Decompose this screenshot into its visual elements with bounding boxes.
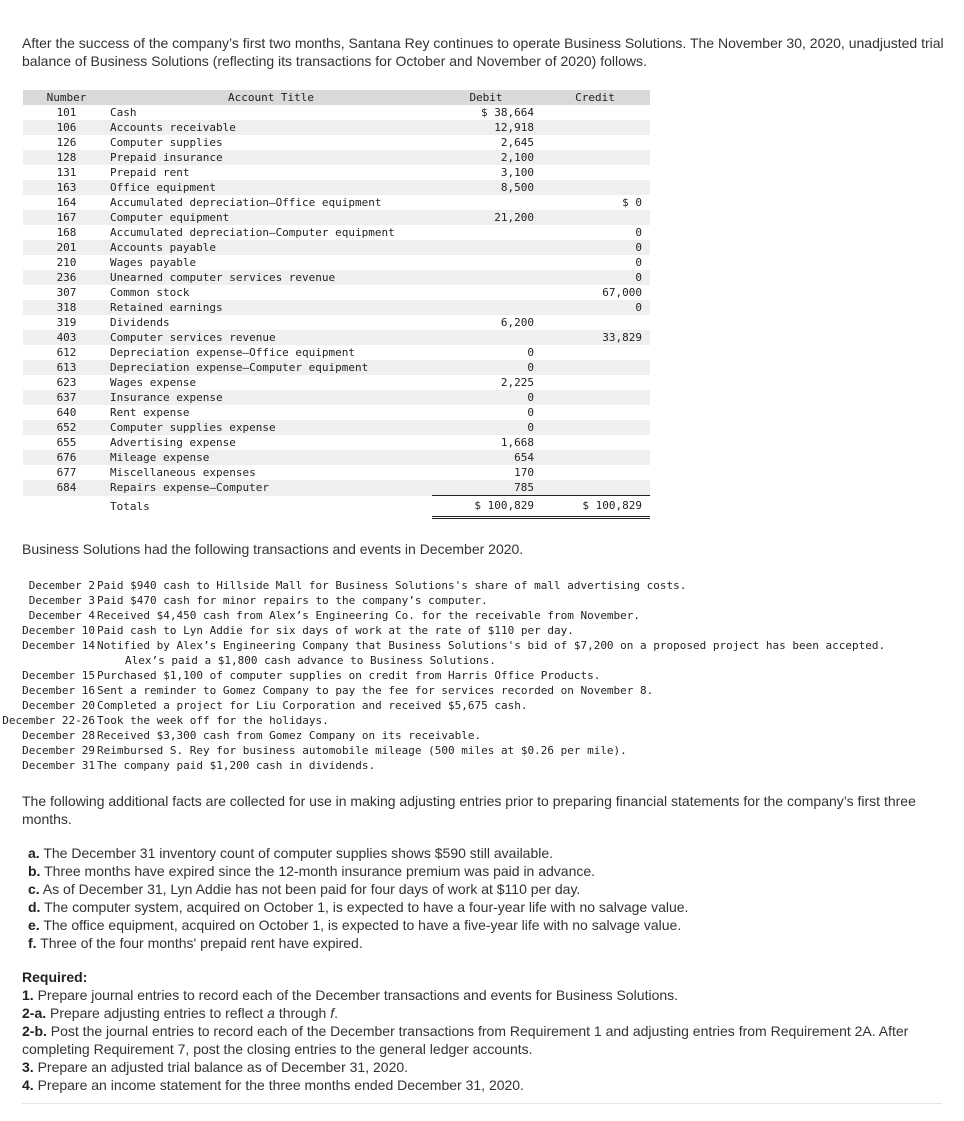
debit-value: 21,200 bbox=[432, 210, 540, 225]
intro-paragraph: After the success of the company’s first two months, Santana Rey continues to operate Business Solutions. The November 30, 2020, unadjusted trial balance of Business Solutions (reflecting its transactions for October and November of 2020) follows. bbox=[22, 35, 944, 69]
credit-value bbox=[540, 360, 650, 375]
transaction-text: Completed a project for Liu Corporation and received $5,675 cash. bbox=[97, 699, 528, 712]
transaction-date: December 29 bbox=[22, 744, 95, 757]
account-title: Accounts payable bbox=[110, 240, 432, 255]
account-title: Computer supplies bbox=[110, 135, 432, 150]
debit-value: 170 bbox=[432, 465, 540, 480]
table-row bbox=[23, 435, 650, 450]
transaction-date: December 2 bbox=[28, 579, 95, 592]
table-row bbox=[23, 225, 650, 240]
transaction-item bbox=[0, 668, 964, 683]
required-text: Prepare an income statement for the three months ended December 31, 2020. bbox=[33, 1077, 524, 1093]
fact-text: The computer system, acquired on October 1, is expected to have a four-year life with no salvage value. bbox=[40, 899, 689, 915]
transaction-item bbox=[0, 743, 964, 758]
credit-value: 33,829 bbox=[540, 330, 650, 345]
transaction-text: The company paid $1,200 cash in dividends. bbox=[97, 759, 376, 772]
account-number: 167 bbox=[23, 210, 110, 225]
account-number: 201 bbox=[23, 240, 110, 255]
transaction-date: December 20 bbox=[22, 699, 95, 712]
account-number: 106 bbox=[23, 120, 110, 135]
transaction-continuation bbox=[0, 653, 964, 668]
table-row bbox=[23, 195, 650, 210]
account-number: 210 bbox=[23, 255, 110, 270]
transaction-item bbox=[0, 683, 964, 698]
debit-value bbox=[432, 270, 540, 285]
transaction-text: Received $3,300 cash from Gomez Company on its receivable. bbox=[97, 729, 482, 742]
account-title: Wages expense bbox=[110, 375, 432, 390]
debit-value: 0 bbox=[432, 420, 540, 435]
debit-value bbox=[432, 285, 540, 300]
header-debit: Debit bbox=[432, 90, 540, 105]
table-row bbox=[23, 180, 650, 195]
account-title: Common stock bbox=[110, 285, 432, 300]
facts-intro: The following additional facts are collected for use in making adjusting entries prior to preparing financial statements for the company’s first three months. bbox=[22, 793, 916, 827]
credit-value: 0 bbox=[540, 255, 650, 270]
fact-item bbox=[28, 898, 688, 916]
debit-value: 785 bbox=[432, 480, 540, 496]
account-number: 652 bbox=[23, 420, 110, 435]
transaction-text: Purchased $1,100 of computer supplies on credit from Harris Office Products. bbox=[97, 669, 601, 682]
account-title: Computer supplies expense bbox=[110, 420, 432, 435]
fact-item bbox=[28, 934, 688, 952]
account-number: 307 bbox=[23, 285, 110, 300]
account-number: 168 bbox=[23, 225, 110, 240]
table-row bbox=[23, 420, 650, 435]
header-number: Number bbox=[23, 90, 110, 105]
credit-value bbox=[540, 135, 650, 150]
transaction-item bbox=[0, 698, 964, 713]
transaction-date: December 4 bbox=[28, 609, 95, 622]
debit-value: 6,200 bbox=[432, 315, 540, 330]
fact-letter: a. bbox=[28, 845, 40, 861]
required-text: Prepare adjusting entries to reflect bbox=[46, 1005, 268, 1021]
divider bbox=[22, 1103, 942, 1104]
account-title: Dividends bbox=[110, 315, 432, 330]
debit-value: 2,645 bbox=[432, 135, 540, 150]
account-title: Office equipment bbox=[110, 180, 432, 195]
debit-value: 8,500 bbox=[432, 180, 540, 195]
transactions-heading: Business Solutions had the following transactions and events in December 2020. bbox=[22, 541, 524, 557]
table-row bbox=[23, 210, 650, 225]
transaction-date: December 15 bbox=[22, 669, 95, 682]
account-title: Accounts receivable bbox=[110, 120, 432, 135]
transaction-text: Notified by Alex’s Engineering Company that Business Solutions's bid of $7,200 on a proposed project has been accepted. bbox=[97, 639, 886, 652]
debit-value: 2,225 bbox=[432, 375, 540, 390]
table-row bbox=[23, 345, 650, 360]
credit-value bbox=[540, 315, 650, 330]
transaction-item bbox=[0, 608, 964, 623]
transaction-text: Paid cash to Lyn Addie for six days of work at the rate of $110 per day. bbox=[97, 624, 574, 637]
fact-letter: e. bbox=[28, 917, 40, 933]
account-number: 126 bbox=[23, 135, 110, 150]
fact-item bbox=[28, 916, 688, 934]
required-label: 4. bbox=[22, 1077, 34, 1093]
credit-value bbox=[540, 345, 650, 360]
account-title: Retained earnings bbox=[110, 300, 432, 315]
credit-value bbox=[540, 165, 650, 180]
transaction-text: Paid $470 cash for minor repairs to the company’s computer. bbox=[97, 594, 488, 607]
account-number: 163 bbox=[23, 180, 110, 195]
credit-value bbox=[540, 465, 650, 480]
account-number: 637 bbox=[23, 390, 110, 405]
account-title: Unearned computer services revenue bbox=[110, 270, 432, 285]
header-account-title: Account Title bbox=[110, 90, 432, 105]
fact-letter: b. bbox=[28, 863, 41, 879]
credit-value bbox=[540, 420, 650, 435]
fact-text: The December 31 inventory count of computer supplies shows $590 still available. bbox=[39, 845, 554, 861]
fact-letter: d. bbox=[28, 899, 41, 915]
account-title: Computer services revenue bbox=[110, 330, 432, 345]
table-row bbox=[23, 465, 650, 480]
account-number: 612 bbox=[23, 345, 110, 360]
credit-value bbox=[540, 180, 650, 195]
credit-value bbox=[540, 150, 650, 165]
transaction-item bbox=[0, 638, 964, 653]
credit-value: 0 bbox=[540, 225, 650, 240]
credit-value bbox=[540, 120, 650, 135]
account-title: Mileage expense bbox=[110, 450, 432, 465]
credit-value bbox=[540, 390, 650, 405]
account-number: 677 bbox=[23, 465, 110, 480]
transaction-item bbox=[0, 758, 964, 773]
required-label: 2-a. bbox=[22, 1005, 47, 1021]
fact-item bbox=[28, 862, 688, 880]
required-italic: f bbox=[330, 1005, 335, 1021]
table-row bbox=[23, 105, 650, 120]
credit-value: 0 bbox=[540, 270, 650, 285]
transactions-list bbox=[0, 578, 964, 773]
credit-value: 0 bbox=[540, 240, 650, 255]
table-row bbox=[23, 390, 650, 405]
table-row bbox=[23, 255, 650, 270]
table-row bbox=[23, 270, 650, 285]
required-text-mid: through bbox=[274, 1005, 331, 1021]
transaction-text: Paid $940 cash to Hillside Mall for Business Solutions's share of mall advertising costs. bbox=[97, 579, 687, 592]
required-text: Prepare journal entries to record each of the December transactions and events for Business Solutions. bbox=[33, 987, 679, 1003]
debit-value bbox=[432, 255, 540, 270]
total-credit: $ 100,829 bbox=[540, 496, 650, 518]
fact-letter: f. bbox=[28, 935, 37, 951]
account-number: 128 bbox=[23, 150, 110, 165]
totals-label: Totals bbox=[110, 496, 432, 518]
table-row bbox=[23, 375, 650, 390]
credit-value bbox=[540, 435, 650, 450]
account-title: Insurance expense bbox=[110, 390, 432, 405]
account-title: Repairs expense—Computer bbox=[110, 480, 432, 496]
transaction-item bbox=[0, 623, 964, 638]
account-number: 131 bbox=[23, 165, 110, 180]
credit-value bbox=[540, 105, 650, 120]
credit-value bbox=[540, 375, 650, 390]
required-item bbox=[22, 1022, 957, 1058]
fact-item bbox=[28, 880, 688, 898]
transaction-date: December 31 bbox=[22, 759, 95, 772]
credit-value: 0 bbox=[540, 300, 650, 315]
transaction-date: December 10 bbox=[22, 624, 95, 637]
table-row bbox=[23, 315, 650, 330]
required-label: 2-b. bbox=[22, 1023, 47, 1039]
table-row bbox=[23, 300, 650, 315]
table-row bbox=[23, 450, 650, 465]
credit-value bbox=[540, 210, 650, 225]
credit-value bbox=[540, 480, 650, 496]
totals-row bbox=[23, 496, 650, 518]
required-italic: a bbox=[267, 1005, 275, 1021]
fact-text: As of December 31, Lyn Addie has not been paid for four days of work at $110 per day. bbox=[39, 881, 581, 897]
transaction-item bbox=[0, 578, 964, 593]
transaction-text: Sent a reminder to Gomez Company to pay the fee for services recorded on November 8. bbox=[97, 684, 654, 697]
required-item bbox=[22, 986, 957, 1004]
credit-value bbox=[540, 450, 650, 465]
total-debit: $ 100,829 bbox=[432, 496, 540, 518]
table-header-row bbox=[23, 90, 650, 105]
debit-value bbox=[432, 240, 540, 255]
debit-value: 12,918 bbox=[432, 120, 540, 135]
required-section bbox=[22, 968, 957, 1094]
transaction-item bbox=[0, 713, 964, 728]
required-text: Prepare an adjusted trial balance as of December 31, 2020. bbox=[33, 1059, 409, 1075]
credit-value: $ 0 bbox=[540, 195, 650, 210]
table-row bbox=[23, 165, 650, 180]
account-number: 684 bbox=[23, 480, 110, 496]
totals-spacer bbox=[23, 496, 110, 518]
account-title: Advertising expense bbox=[110, 435, 432, 450]
account-number: 101 bbox=[23, 105, 110, 120]
debit-value: $ 38,664 bbox=[432, 105, 540, 120]
debit-value: 654 bbox=[432, 450, 540, 465]
fact-item bbox=[28, 844, 688, 862]
account-number: 164 bbox=[23, 195, 110, 210]
debit-value: 0 bbox=[432, 405, 540, 420]
table-row bbox=[23, 240, 650, 255]
fact-text: Three months have expired since the 12-month insurance premium was paid in advance. bbox=[40, 863, 596, 879]
required-item bbox=[22, 1076, 957, 1094]
transaction-date: December 16 bbox=[22, 684, 95, 697]
account-title: Prepaid rent bbox=[110, 165, 432, 180]
account-title: Miscellaneous expenses bbox=[110, 465, 432, 480]
debit-value: 3,100 bbox=[432, 165, 540, 180]
required-item bbox=[22, 1058, 957, 1076]
table-row bbox=[23, 405, 650, 420]
account-title: Computer equipment bbox=[110, 210, 432, 225]
transaction-text-cont: Alex’s paid a $1,800 cash advance to Business Solutions. bbox=[125, 654, 496, 667]
transaction-text: Received $4,450 cash from Alex’s Engineering Co. for the receivable from November. bbox=[97, 609, 641, 622]
table-row bbox=[23, 330, 650, 345]
debit-value bbox=[432, 300, 540, 315]
account-title: Depreciation expense—Computer equipment bbox=[110, 360, 432, 375]
account-number: 655 bbox=[23, 435, 110, 450]
table-row bbox=[23, 135, 650, 150]
required-heading: Required: bbox=[22, 969, 88, 985]
account-number: 319 bbox=[23, 315, 110, 330]
account-number: 403 bbox=[23, 330, 110, 345]
transaction-text: Took the week off for the holidays. bbox=[97, 714, 329, 727]
transaction-date: December 14 bbox=[22, 639, 95, 652]
account-title: Depreciation expense—Office equipment bbox=[110, 345, 432, 360]
debit-value: 0 bbox=[432, 345, 540, 360]
debit-value bbox=[432, 195, 540, 210]
transaction-item bbox=[0, 728, 964, 743]
adjusting-facts-list bbox=[28, 844, 688, 952]
table-row bbox=[23, 120, 650, 135]
account-title: Accumulated depreciation—Computer equipment bbox=[110, 225, 432, 240]
required-text-end: . bbox=[334, 1005, 338, 1021]
table-row bbox=[23, 480, 650, 496]
transaction-date: December 28 bbox=[22, 729, 95, 742]
debit-value: 0 bbox=[432, 360, 540, 375]
account-title: Cash bbox=[110, 105, 432, 120]
required-text: Post the journal entries to record each of the December transactions from Requirement 1 and adjusting entries from Requirement 2A. After completing Requirement 7, post the closing entries to the general ledger accounts. bbox=[22, 1023, 909, 1057]
required-item bbox=[22, 1004, 957, 1022]
account-number: 318 bbox=[23, 300, 110, 315]
account-number: 236 bbox=[23, 270, 110, 285]
required-label: 3. bbox=[22, 1059, 34, 1075]
debit-value: 2,100 bbox=[432, 150, 540, 165]
credit-value: 67,000 bbox=[540, 285, 650, 300]
fact-text: Three of the four months' prepaid rent have expired. bbox=[36, 935, 363, 951]
account-number: 613 bbox=[23, 360, 110, 375]
account-title: Wages payable bbox=[110, 255, 432, 270]
transaction-text: Reimbursed S. Rey for business automobile mileage (500 miles at $0.26 per mile). bbox=[97, 744, 627, 757]
account-number: 640 bbox=[23, 405, 110, 420]
transaction-date: December 3 bbox=[28, 594, 95, 607]
table-row bbox=[23, 360, 650, 375]
debit-value bbox=[432, 225, 540, 240]
account-title: Rent expense bbox=[110, 405, 432, 420]
fact-letter: c. bbox=[28, 881, 40, 897]
table-row bbox=[23, 285, 650, 300]
required-label: 1. bbox=[22, 987, 34, 1003]
debit-value bbox=[432, 330, 540, 345]
account-title: Accumulated depreciation—Office equipment bbox=[110, 195, 432, 210]
account-title: Prepaid insurance bbox=[110, 150, 432, 165]
fact-text: The office equipment, acquired on October 1, is expected to have a five-year life with no salvage value. bbox=[39, 917, 682, 933]
credit-value bbox=[540, 405, 650, 420]
account-number: 623 bbox=[23, 375, 110, 390]
debit-value: 1,668 bbox=[432, 435, 540, 450]
account-number: 676 bbox=[23, 450, 110, 465]
table-row bbox=[23, 150, 650, 165]
header-credit: Credit bbox=[540, 90, 650, 105]
trial-balance-table bbox=[23, 90, 650, 519]
transaction-date: December 22-26 bbox=[2, 714, 95, 727]
transaction-item bbox=[0, 593, 964, 608]
debit-value: 0 bbox=[432, 390, 540, 405]
